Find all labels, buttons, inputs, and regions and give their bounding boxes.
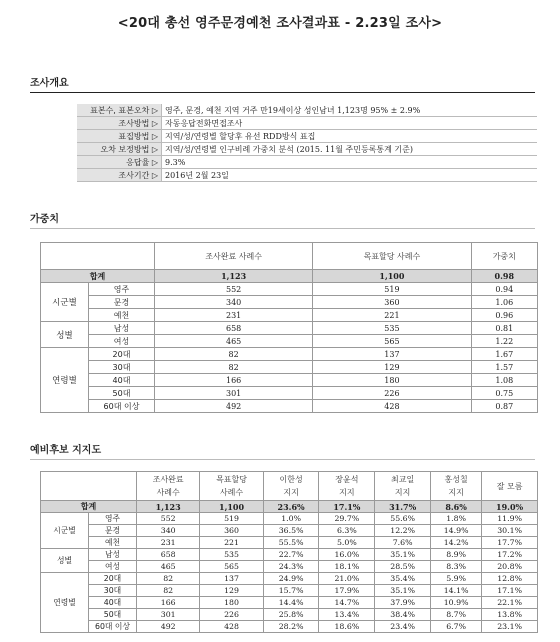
cell-value: 492 [155, 400, 313, 413]
cell-value: 221 [313, 309, 471, 322]
cell-value: 12.8% [482, 573, 538, 585]
cell-value: 24.9% [263, 573, 319, 585]
table-row [41, 348, 538, 361]
cell-value: 21.0% [319, 573, 375, 585]
cell-value: 137 [200, 573, 263, 585]
overview-heading: 조사개요 [30, 78, 69, 89]
cell-value: 14.4% [263, 597, 319, 609]
total-value: 8.6% [431, 501, 482, 513]
cell-value: 137 [313, 348, 471, 361]
cell-value: 11.9% [482, 513, 538, 525]
column-header-line1: 이한성 [279, 475, 303, 484]
overview-value: 지역/성/연령별 인구비례 가중치 분석 (2015. 11월 주민등록통계 기준) [162, 143, 538, 156]
cell-value: 13.4% [319, 609, 375, 621]
overview-row [77, 117, 537, 130]
column-header [137, 472, 200, 501]
cell-value: 492 [137, 621, 200, 633]
group-label: 성별 [41, 549, 89, 573]
overview-table [77, 104, 537, 182]
overview-value: 9.3% [162, 156, 538, 169]
table-row [41, 549, 538, 561]
row-label: 30대 [89, 585, 137, 597]
column-header-line1: 홍성칠 [444, 475, 468, 484]
table-row [41, 374, 538, 387]
table-row [41, 335, 538, 348]
cell-value: 23.1% [482, 621, 538, 633]
overview-row [77, 130, 537, 143]
cell-value: 465 [137, 561, 200, 573]
cell-value: 14.9% [431, 525, 482, 537]
column-header [319, 472, 375, 501]
column-header [263, 472, 319, 501]
cell-value: 16.0% [319, 549, 375, 561]
cell-value: 535 [313, 322, 471, 335]
table-row [41, 361, 538, 374]
cell-value: 6.7% [431, 621, 482, 633]
cell-value: 0.94 [471, 283, 537, 296]
group-label: 연령별 [41, 573, 89, 633]
cell-value: 340 [155, 296, 313, 309]
total-value: 1,123 [137, 501, 200, 513]
cell-value: 226 [313, 387, 471, 400]
cell-value: 17.9% [319, 585, 375, 597]
total-value: 1,100 [200, 501, 263, 513]
cell-value: 82 [155, 348, 313, 361]
cell-value: 8.3% [431, 561, 482, 573]
cell-value: 465 [155, 335, 313, 348]
cell-value: 658 [137, 549, 200, 561]
table-row [41, 513, 538, 525]
cell-value: 231 [155, 309, 313, 322]
cell-value: 0.75 [471, 387, 537, 400]
table-row [41, 322, 538, 335]
cell-value: 8.7% [431, 609, 482, 621]
cell-value: 340 [137, 525, 200, 537]
column-header [200, 472, 263, 501]
row-label: 남성 [89, 549, 137, 561]
cell-value: 519 [200, 513, 263, 525]
total-value: 1,123 [155, 270, 313, 283]
cell-value: 82 [137, 573, 200, 585]
cell-value: 6.3% [319, 525, 375, 537]
column-header-line1: 최교일 [391, 475, 415, 484]
cell-value: 565 [313, 335, 471, 348]
cell-value: 129 [313, 361, 471, 374]
cell-value: 24.3% [263, 561, 319, 573]
overview-key: 표본수, 표본오차 ▷ [77, 104, 162, 117]
cell-value: 15.7% [263, 585, 319, 597]
overview-value: 자동응답전화면접조사 [162, 117, 538, 130]
cell-value: 17.7% [482, 537, 538, 549]
cell-value: 1.0% [263, 513, 319, 525]
group-label: 연령별 [41, 348, 89, 413]
cell-value: 519 [313, 283, 471, 296]
cell-value: 55.6% [375, 513, 431, 525]
cell-value: 658 [155, 322, 313, 335]
cell-value: 221 [200, 537, 263, 549]
overview-key: 오차 보정방법 ▷ [77, 143, 162, 156]
cell-value: 82 [155, 361, 313, 374]
cell-value: 37.9% [375, 597, 431, 609]
overview-value: 지역/성/연령별 할당후 유선 RDD방식 표집 [162, 130, 538, 143]
row-label: 40대 [89, 597, 137, 609]
table-row [41, 537, 538, 549]
cell-value: 1.67 [471, 348, 537, 361]
cell-value: 166 [137, 597, 200, 609]
weights-table [40, 242, 538, 413]
row-label: 30대 [89, 361, 155, 374]
cell-value: 1.06 [471, 296, 537, 309]
column-header [431, 472, 482, 501]
total-value: 31.7% [375, 501, 431, 513]
overview-key: 표집방법 ▷ [77, 130, 162, 143]
total-value: 19.0% [482, 501, 538, 513]
support-heading-divider [30, 459, 535, 460]
table-row [41, 525, 538, 537]
cell-value: 35.1% [375, 585, 431, 597]
total-value: 1,100 [313, 270, 471, 283]
cell-value: 35.1% [375, 549, 431, 561]
column-header [482, 472, 538, 501]
cell-value: 18.1% [319, 561, 375, 573]
column-header: 목표할당 사례수 [313, 243, 471, 270]
total-row [41, 501, 538, 513]
cell-value: 13.8% [482, 609, 538, 621]
row-label: 예천 [89, 537, 137, 549]
table-row [41, 609, 538, 621]
cell-value: 565 [200, 561, 263, 573]
table-header-row [41, 472, 538, 501]
column-header: 조사완료 사례수 [155, 243, 313, 270]
column-header-line1: 조사완료 [152, 475, 184, 484]
cell-value: 7.6% [375, 537, 431, 549]
cell-value: 10.9% [431, 597, 482, 609]
row-label: 영주 [89, 513, 137, 525]
column-header-line2: 사례수 [219, 488, 244, 497]
cell-value: 82 [137, 585, 200, 597]
weights-heading-divider [30, 228, 535, 229]
cell-value: 20.8% [482, 561, 538, 573]
total-label: 합계 [41, 501, 137, 513]
overview-key: 조사방법 ▷ [77, 117, 162, 130]
overview-heading-divider [30, 92, 535, 93]
cell-value: 0.81 [471, 322, 537, 335]
table-header-row [41, 243, 538, 270]
cell-value: 1.22 [471, 335, 537, 348]
column-header-line1: 잘 모름 [496, 481, 523, 491]
row-label: 60대 이상 [89, 621, 137, 633]
row-label: 20대 [89, 348, 155, 361]
table-row [41, 573, 538, 585]
column-header-line1: 장윤석 [335, 475, 359, 484]
cell-value: 360 [313, 296, 471, 309]
page-title: <20대 총선 영주문경예천 조사결과표 - 2.23일 조사> [117, 16, 443, 31]
overview-row [77, 104, 537, 117]
table-row [41, 585, 538, 597]
row-label: 50대 [89, 609, 137, 621]
table-row [41, 387, 538, 400]
cell-value: 535 [200, 549, 263, 561]
row-label: 영주 [89, 283, 155, 296]
group-label: 시군별 [41, 513, 89, 549]
cell-value: 14.1% [431, 585, 482, 597]
cell-value: 36.5% [263, 525, 319, 537]
total-row [41, 270, 538, 283]
table-row [41, 309, 538, 322]
cell-value: 14.2% [431, 537, 482, 549]
cell-value: 180 [313, 374, 471, 387]
cell-value: 55.5% [263, 537, 319, 549]
cell-value: 5.9% [431, 573, 482, 585]
cell-value: 22.7% [263, 549, 319, 561]
cell-value: 552 [155, 283, 313, 296]
cell-value: 428 [313, 400, 471, 413]
cell-value: 35.4% [375, 573, 431, 585]
table-row [41, 296, 538, 309]
table-row [41, 400, 538, 413]
total-value: 0.98 [471, 270, 537, 283]
cell-value: 12.2% [375, 525, 431, 537]
row-label: 20대 [89, 573, 137, 585]
header-blank [41, 472, 137, 501]
cell-value: 180 [200, 597, 263, 609]
cell-value: 231 [137, 537, 200, 549]
row-label: 여성 [89, 561, 137, 573]
row-label: 60대 이상 [89, 400, 155, 413]
support-table [40, 471, 538, 633]
row-label: 예천 [89, 309, 155, 322]
column-header-line2: 지지 [394, 488, 411, 497]
cell-value: 17.1% [482, 585, 538, 597]
cell-value: 1.08 [471, 374, 537, 387]
column-header: 가중치 [471, 243, 537, 270]
header-blank [41, 243, 155, 270]
column-header-line2: 지지 [339, 488, 355, 497]
cell-value: 166 [155, 374, 313, 387]
cell-value: 25.8% [263, 609, 319, 621]
table-row [41, 561, 538, 573]
cell-value: 5.0% [319, 537, 375, 549]
cell-value: 552 [137, 513, 200, 525]
cell-value: 0.96 [471, 309, 537, 322]
column-header [375, 472, 431, 501]
column-header-line2: 사례수 [156, 488, 180, 497]
column-header-line1: 목표할당 [216, 475, 247, 484]
overview-row [77, 169, 537, 182]
weights-heading: 가중치 [30, 214, 59, 225]
cell-value: 1.8% [431, 513, 482, 525]
group-label: 성별 [41, 322, 89, 348]
row-label: 문경 [89, 525, 137, 537]
overview-value: 2016년 2월 23일 [162, 169, 538, 182]
cell-value: 28.5% [375, 561, 431, 573]
cell-value: 38.4% [375, 609, 431, 621]
total-value: 17.1% [319, 501, 375, 513]
overview-value: 영주, 문경, 예천 지역 거주 만19세이상 성인남녀 1,123명 95% ± 2.9% [162, 104, 538, 117]
row-label: 50대 [89, 387, 155, 400]
cell-value: 30.1% [482, 525, 538, 537]
cell-value: 301 [155, 387, 313, 400]
cell-value: 360 [200, 525, 263, 537]
row-label: 40대 [89, 374, 155, 387]
cell-value: 226 [200, 609, 263, 621]
overview-row [77, 143, 537, 156]
row-label: 남성 [89, 322, 155, 335]
cell-value: 301 [137, 609, 200, 621]
group-label: 시군별 [41, 283, 89, 322]
cell-value: 1.57 [471, 361, 537, 374]
total-label: 합계 [41, 270, 155, 283]
cell-value: 29.7% [319, 513, 375, 525]
table-row [41, 621, 538, 633]
column-header-line2: 지지 [283, 488, 299, 497]
column-header-line2: 지지 [448, 488, 464, 497]
cell-value: 22.1% [482, 597, 538, 609]
cell-value: 129 [200, 585, 263, 597]
cell-value: 428 [200, 621, 263, 633]
row-label: 여성 [89, 335, 155, 348]
total-value: 23.6% [263, 501, 319, 513]
cell-value: 0.87 [471, 400, 537, 413]
table-row [41, 283, 538, 296]
table-row [41, 597, 538, 609]
cell-value: 23.4% [375, 621, 431, 633]
overview-row [77, 156, 537, 169]
cell-value: 14.7% [319, 597, 375, 609]
overview-key: 응답율 ▷ [77, 156, 162, 169]
cell-value: 28.2% [263, 621, 319, 633]
cell-value: 17.2% [482, 549, 538, 561]
cell-value: 18.6% [319, 621, 375, 633]
cell-value: 8.9% [431, 549, 482, 561]
overview-key: 조사기간 ▷ [77, 169, 162, 182]
support-heading: 예비후보 지지도 [30, 445, 102, 456]
row-label: 문경 [89, 296, 155, 309]
